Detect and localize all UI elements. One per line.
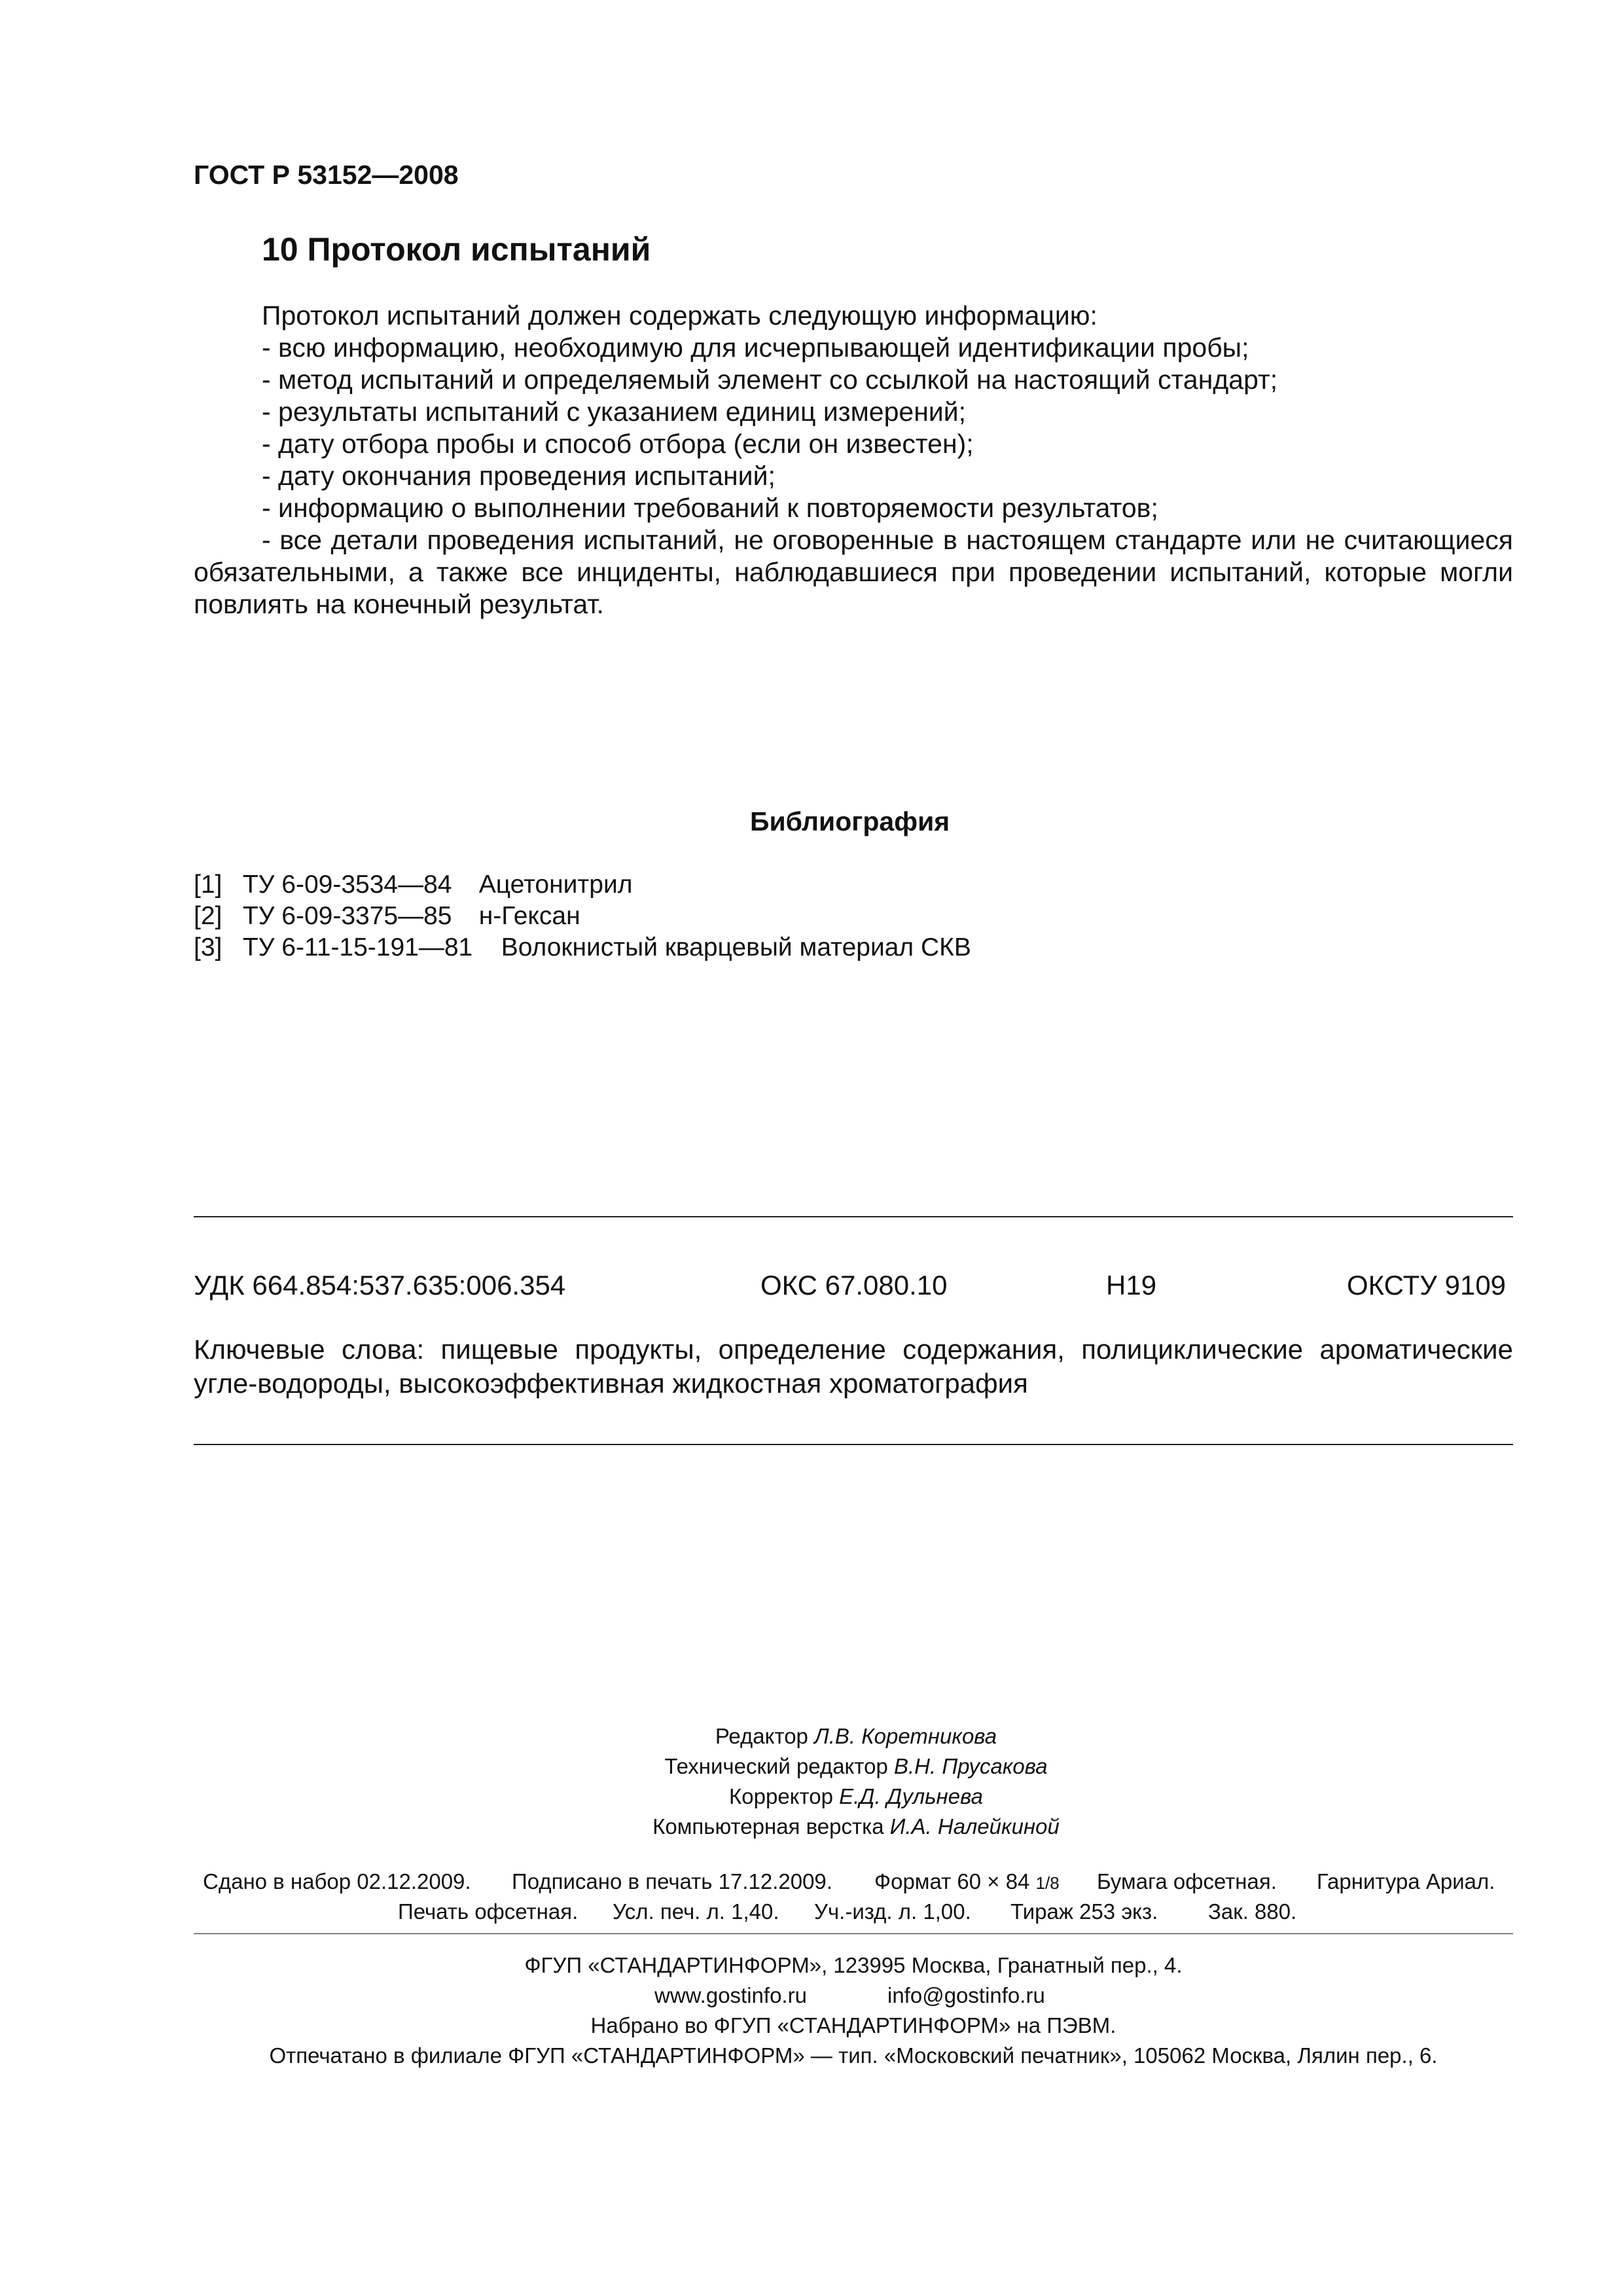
credit-editor — [0, 1724, 1623, 1749]
list-item: - дату отбора пробы и способ отбора (если он известен); — [262, 429, 974, 459]
pub-submitted: Сдано в набор 02.12.2009. — [203, 1869, 471, 1893]
credit-name: Л.В. Коретникова — [814, 1724, 997, 1748]
format-value: Формат 60 × 84 — [874, 1869, 1030, 1893]
keywords: Ключевые слова: пищевые продукты, определение содержания, полициклические ароматические угле-водороды, высокоэффективная жидкостная хроматография — [194, 1334, 1513, 1399]
okstu-code: ОКСТУ 9109 — [1347, 1270, 1507, 1300]
document-id: ГОСТ Р 53152—2008 — [194, 160, 459, 190]
credit-role: Редактор — [715, 1724, 815, 1748]
bibliography-title: Библиография — [750, 806, 950, 836]
pub-order: Зак. 880. — [1208, 1899, 1297, 1924]
entry-code: ТУ 6-09-3375—85 — [242, 902, 452, 930]
list-item-last: - все детали проведения испытаний, не оговоренные в настоящем стандарте или не считающиеся обязательными, а также все инциденты, наблюдавшиеся при проведении испытаний, которые могли повлиять на конечный результат. — [194, 525, 1513, 619]
footer-org: ФГУП «СТАНДАРТИНФОРМ», 123995 Москва, Гранатный пер., 4. — [524, 1953, 1183, 1977]
credit-role: Корректор — [729, 1784, 840, 1808]
divider — [194, 1933, 1513, 1934]
credit-role: Компьютерная верстка — [652, 1814, 890, 1839]
entry-name: Ацетонитрил — [478, 870, 633, 899]
entry-name: н-Гексан — [478, 902, 580, 930]
pub-format — [874, 1869, 1060, 1894]
pub-circulation: Тираж 253 экз. — [1010, 1899, 1158, 1924]
bibliography-entry — [194, 870, 633, 899]
pub-printing: Печать офсетная. — [398, 1899, 579, 1924]
classifier-code: Н19 — [1106, 1270, 1157, 1300]
footer-website[interactable]: www.gostinfo.ru — [654, 1983, 807, 2007]
entry-number: [2] — [194, 902, 223, 930]
entry-number: [3] — [194, 933, 223, 961]
oks-code: ОКС 67.080.10 — [760, 1270, 948, 1300]
credit-tech-editor — [0, 1754, 1623, 1779]
entry-name: Волокнистый кварцевый материал СКВ — [501, 933, 971, 961]
list-item: - всю информацию, необходимую для исчерпывающей идентификации пробы; — [262, 332, 1249, 363]
list-item: - дату окончания проведения испытаний; — [262, 461, 776, 491]
footer-email[interactable]: info@gostinfo.ru — [887, 1983, 1045, 2007]
udk-code: УДК 664.854:537.635:006.354 — [194, 1270, 566, 1300]
pub-print-sheets: Усл. печ. л. 1,40. — [613, 1899, 779, 1924]
entry-code: ТУ 6-11-15-191—81 — [242, 933, 473, 961]
bibliography-entry — [194, 902, 580, 931]
credit-name: Е.Д. Дульнева — [839, 1784, 983, 1808]
divider — [194, 1444, 1513, 1445]
divider — [194, 1216, 1513, 1217]
section-intro: Протокол испытаний должен содержать следующую информацию: — [262, 300, 1097, 331]
entry-code: ТУ 6-09-3534—84 — [242, 870, 452, 899]
list-item: - результаты испытаний с указанием единиц измерений; — [262, 397, 967, 427]
credit-layout — [0, 1814, 1623, 1839]
pub-typeface: Гарнитура Ариал. — [1317, 1869, 1495, 1893]
bibliography-entry — [194, 933, 971, 962]
list-item: - информацию о выполнении требований к повторяемости результатов; — [262, 493, 1158, 523]
credit-name: В.Н. Прусакова — [893, 1754, 1048, 1778]
pub-paper: Бумага офсетная. — [1097, 1869, 1277, 1893]
format-fraction: 1/8 — [1035, 1873, 1060, 1893]
pub-signed: Подписано в печать 17.12.2009. — [512, 1869, 832, 1893]
credit-role: Технический редактор — [664, 1754, 894, 1778]
footer-typeset: Набрано во ФГУП «СТАНДАРТИНФОРМ» на ПЭВМ. — [590, 2013, 1116, 2037]
pub-pub-sheets: Уч.-изд. л. 1,00. — [814, 1899, 971, 1924]
credit-name: И.А. Налейкиной — [889, 1814, 1060, 1839]
list-item: - метод испытаний и определяемый элемент со ссылкой на настоящий стандарт; — [262, 365, 1278, 395]
entry-number: [1] — [194, 870, 223, 899]
section-title: 10 Протокол испытаний — [262, 231, 651, 268]
credit-proofreader — [0, 1784, 1623, 1809]
footer-printed: Отпечатано в филиале ФГУП «СТАНДАРТИНФОРМ» — тип. «Московский печатник», 105062 Москва, Лялин пер., 6. — [269, 2043, 1438, 2068]
